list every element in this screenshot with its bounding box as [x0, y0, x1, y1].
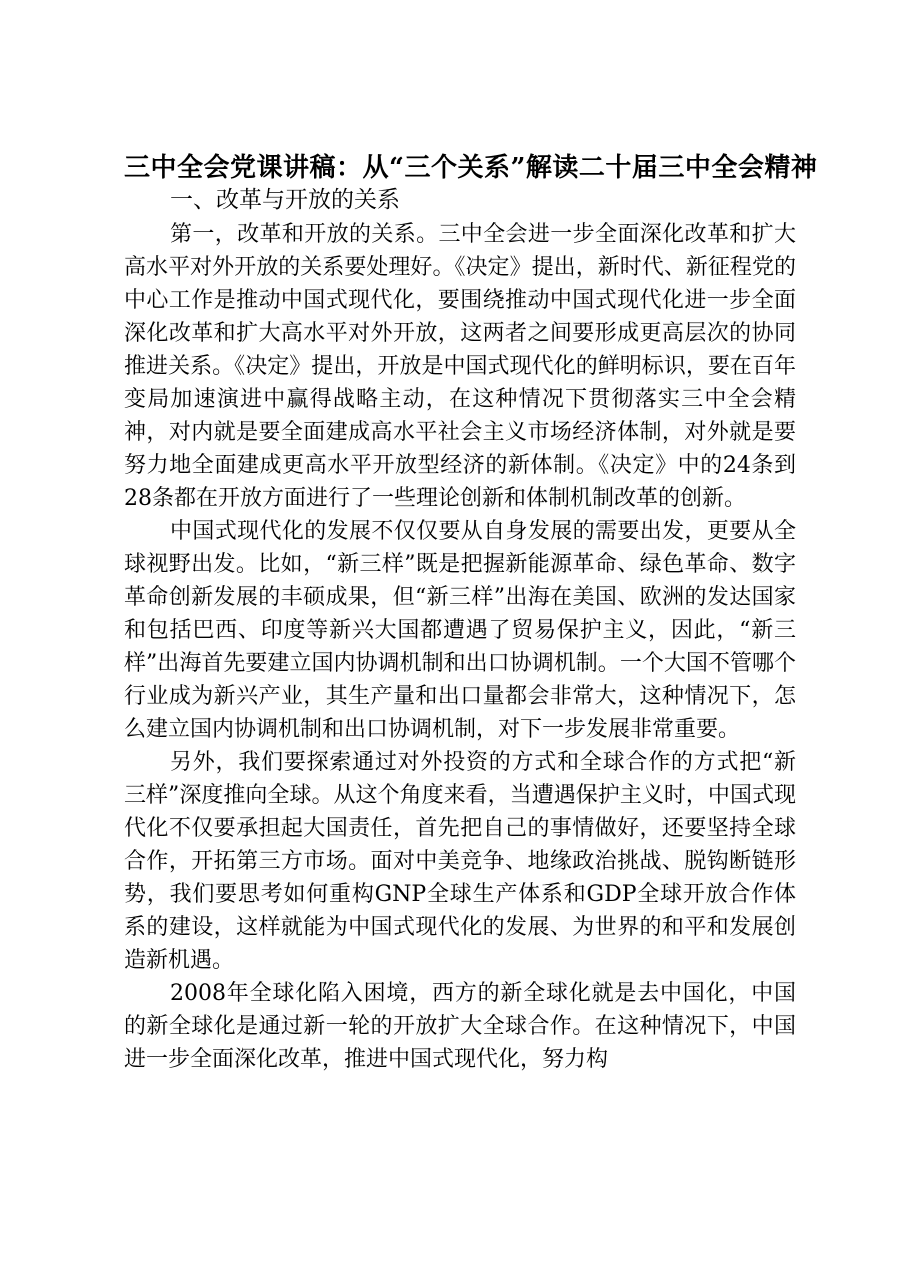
section-heading: 一、改革与开放的关系 — [170, 187, 400, 213]
document-title: 三中全会党课讲稿：从“三个关系”解读二十届三中全会精神 — [124, 153, 818, 183]
paragraph-3: 另外，我们要探索通过对外投资的方式和全球合作的方式把“新三样”深度推向全球。从这个角度来看，当遭遇保护主义时，中国式现代化不仅要承担起大国责任，首先把自己的事情做好，还要坚持全球合作，开拓第三方市场。面对中美竞争、地缘政治挑战、脱钩断链形势，我们要思考如何重构GNP全球生产体系和GDP全球开放合作体系的建设，这样就能为中国式现代化的发展、为世界的和平和发展创造新机遇。 — [124, 750, 796, 973]
paragraph-1: 第一，改革和开放的关系。三中全会进一步全面深化改革和扩大高水平对外开放的关系要处理好。《决定》提出，新时代、新征程党的中心工作是推动中国式现代化，要围绕推动中国式现代化进一步全面深化改革和扩大高水平对外开放，这两者之间要形成更高层次的协同推进关系。《决定》提出，开放是中国式现代化的鲜明标识，要在百年变局加速演进中赢得战略主动，在这种情况下贯彻落实三中全会精神，对内就是要全面建成高水平社会主义市场经济体制，对外就是要努力地全面建成更高水平开放型经济的新体制。《决定》中的24条到28条都在开放方面进行了一些理论创新和体制机制改革的创新。 — [124, 222, 796, 511]
document-body — [124, 218, 796, 1076]
paragraph-2: 中国式现代化的发展不仅仅要从自身发展的需要出发，更要从全球视野出发。比如，“新三样”既是把握新能源革命、绿色革命、数字革命创新发展的丰硕成果，但“新三样”出海在美国、欧洲的发达国家和包括巴西、印度等新兴大国都遭遇了贸易保护主义，因此，“新三样”出海首先要建立国内协调机制和出口协调机制。一个大国不管哪个行业成为新兴产业，其生产量和出口量都会非常大，这种情况下，怎么建立国内协调机制和出口协调机制，对下一步发展非常重要。 — [124, 519, 796, 742]
paragraph-4: 2008年全球化陷入困境，西方的新全球化就是去中国化，中国的新全球化是通过新一轮的开放扩大全球合作。在这种情况下，中国进一步全面深化改革，推进中国式现代化，努力构 — [124, 981, 796, 1072]
